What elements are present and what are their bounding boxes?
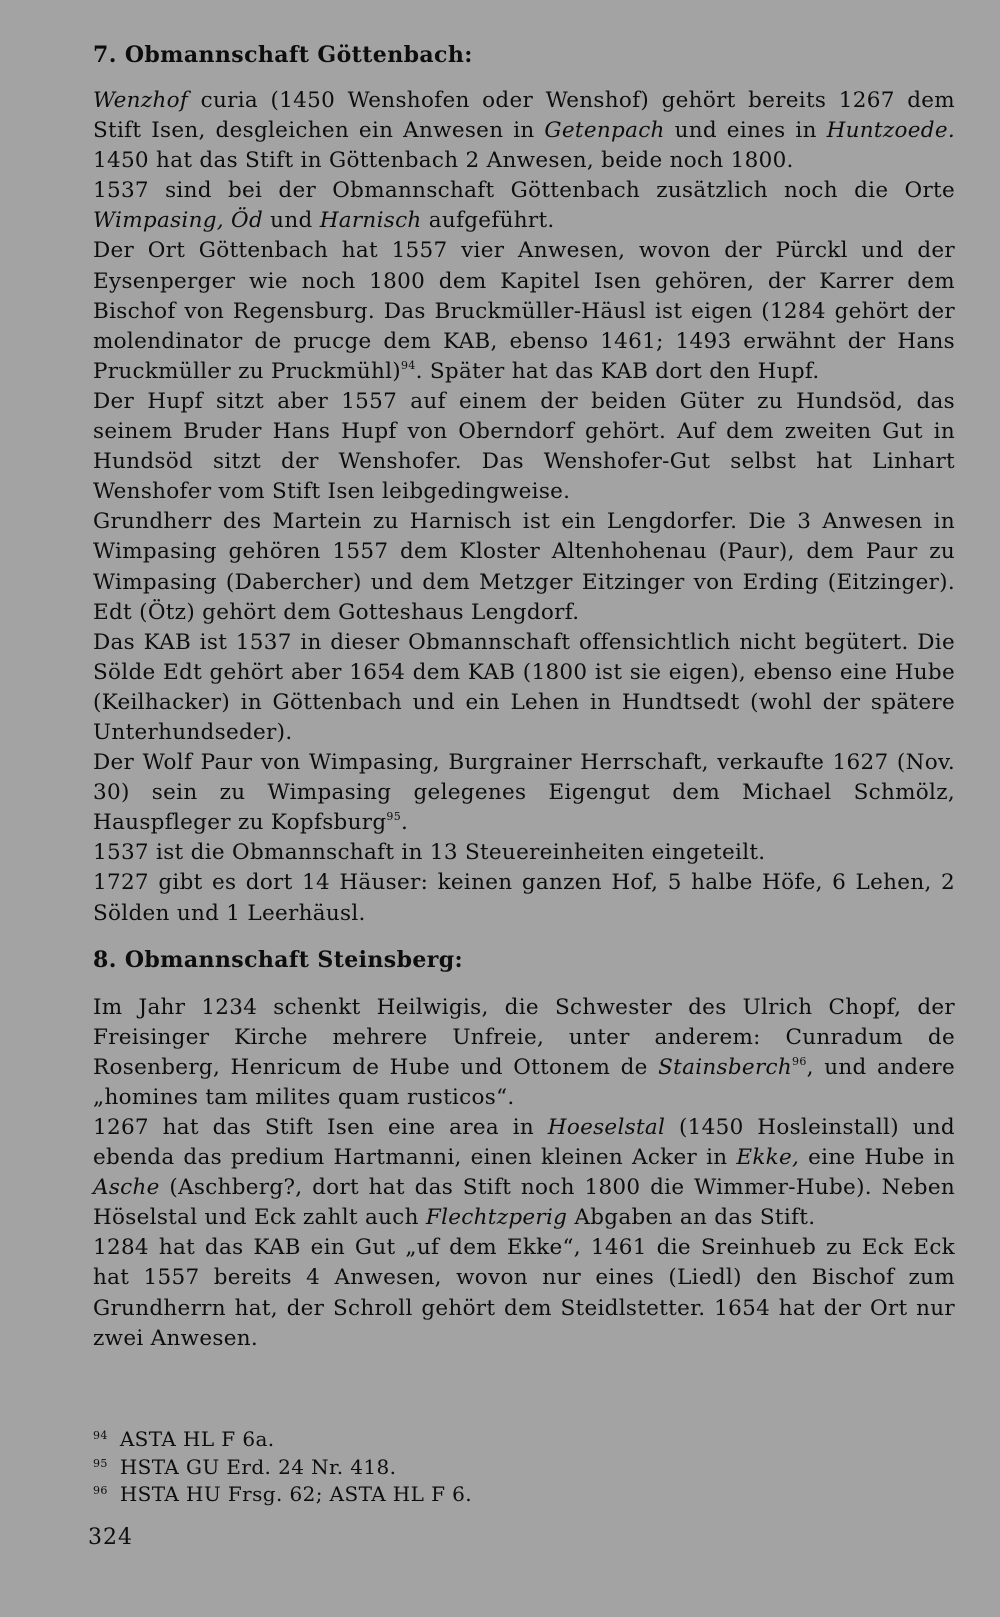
text-run: Abgaben an das Stift. [567, 1205, 816, 1231]
text-run: und [263, 208, 320, 234]
section-goettenbach [93, 40, 955, 929]
footnotes [93, 1424, 893, 1507]
text-run: 1267 hat das Stift Isen eine area in [93, 1115, 548, 1140]
text-run: Das KAB ist 1537 in dieser Obmannschaft offensichtlich nicht begütert. Die Sölde Edt gehört aber 1654 dem KAB (1800 ist sie eigen), ebenso eine Hube (Keilhacker) in Göttenbach und ein Lehen in Hundtsedt (wohl der spätere Unterhundseder). [93, 629, 955, 745]
text-run: Grundherr des Martein zu Harnisch ist ein Lengdorfer. Die 3 Anwesen in Wimpasing gehören 1557 dem Kloster Altenhohenau (Paur), dem Paur zu Wimpasing (Dabercher) und dem Metzger Eitzinger von Erding (Eitzinger). Edt (Ötz) gehört dem Gotteshaus Lengdorf. [93, 509, 955, 625]
paragraph [93, 868, 955, 928]
footnote-text: ASTA HL F 6a. [119, 1427, 275, 1451]
footnote [93, 1424, 893, 1452]
footnote-ref: 94 [401, 358, 416, 372]
place-name: Getenpach [544, 118, 665, 144]
section-heading: 7. Obmannschaft Göttenbach: [93, 42, 473, 68]
footnote [93, 1479, 893, 1507]
text-run: . Später hat das KAB dort den Hupf. [415, 358, 820, 384]
text-run: (Aschberg?, dort hat das Stift noch 1800 die Wimmer-Hube). Neben Höselstal und Eck zahlt auch [93, 1175, 955, 1231]
paragraph [93, 1113, 955, 1233]
section-heading: 8. Obmannschaft Steinsberg: [93, 946, 464, 973]
text-run: curia (1450 Wenshofen oder Wenshof) gehört bereits 1267 dem Stift Isen, desgleichen ein Anwesen in [93, 88, 955, 144]
paragraph [93, 176, 955, 236]
text-run: . [401, 810, 409, 836]
footnote-ref: 96 [792, 1054, 807, 1068]
main-text [93, 40, 955, 1354]
text-run: aufgeführt. [421, 208, 555, 234]
paragraph [93, 387, 955, 507]
footnote-mark: 95 [93, 1456, 108, 1470]
place-name: Wenzhof [93, 88, 189, 113]
footnote [93, 1452, 893, 1480]
paragraph [93, 748, 955, 838]
footnote-text: HSTA GU Erd. 24 Nr. 418. [119, 1454, 397, 1479]
text-run: 1537 ist die Obmannschaft in 13 Steuereinheiten eingeteilt. [93, 840, 766, 866]
paragraph [93, 628, 955, 748]
text-run: Der Wolf Paur von Wimpasing, Burgrainer Herrschaft, verkaufte 1627 (Nov. 30) sein zu Wimpasing gelegenes Eigengut dem Michael Schmölz, Hauspfleger zu Kopfsburg [93, 750, 955, 836]
place-name: Asche [93, 1175, 160, 1201]
text-run: 1284 hat das KAB ein Gut „uf dem Ekke“, 1461 die Sreinhueb zu Eck Eck hat 1557 bereits 4 Anwesen, wovon nur eines (Liedl) den Bischof zum Grundherrn hat, der Schroll gehört dem Steidlstetter. 1654 hat der Ort nur zwei Anwesen. [93, 1235, 955, 1351]
text-run: (1450 Hosleinstall) und ebenda das predium Hartmanni, einen kleinen Acker in [93, 1115, 955, 1171]
text-run: 1450 hat das Stift in Göttenbach 2 Anwesen, beide noch 1800. [93, 148, 794, 174]
paragraph [93, 507, 955, 627]
page-number: 324 [88, 1525, 133, 1550]
footnote-ref: 95 [386, 810, 402, 824]
text-run: Im Jahr 1234 schenkt Heilwigis, die Schwester des Ulrich Chopf, der Freisinger Kirche mehrere Unfreie, unter anderem: Cunradum de Rosenberg, Henricum de Hube und Ottonem de [93, 994, 955, 1080]
text-run: , und andere „homines tam milites quam rusticos“. [93, 1054, 955, 1110]
section-steinsberg [93, 945, 955, 1354]
paragraph [93, 86, 955, 176]
place-name: Ekke, [736, 1145, 800, 1171]
place-name: Flechtzperig [425, 1205, 568, 1231]
footnote-mark: 96 [93, 1484, 108, 1497]
place-name: Harnisch [319, 208, 422, 234]
text-run: 1537 sind bei der Obmannschaft Göttenbach zusätzlich noch die Orte [93, 178, 955, 204]
place-name: Hoeselstal [547, 1115, 666, 1140]
paragraph [93, 993, 955, 1113]
text-run: eine Hube in [799, 1145, 955, 1171]
text-run: und eines in [664, 118, 827, 144]
place-name: Wimpasing, Öd [93, 208, 264, 234]
paragraph [93, 838, 955, 868]
text-run: Der Ort Göttenbach hat 1557 vier Anwesen, wovon der Pürckl und der Eysenperger wie noch 1800 dem Kapitel Isen gehören, der Karrer dem Bischof von Regensburg. Das Bruckmüller-Häusl ist eigen (1284 gehört der molendinator de prucge dem KAB, ebenso 1461; 1493 erwähnt der Hans Pruckmüller zu Pruckmühl) [93, 238, 955, 384]
text-run: Der Hupf sitzt aber 1557 auf einem der beiden Güter zu Hundsöd, das seinem Bruder Hans Hupf von Oberndorf gehört. Auf dem zweiten Gut in Hundsöd sitzt der Wenshofer. Das Wenshofer-Gut selbst hat Linhart Wenshofer vom Stift Isen leibgedingweise. [93, 388, 955, 505]
paragraph [93, 236, 955, 386]
place-name: Stainsberch [658, 1054, 793, 1080]
place-name: Huntzoede. [826, 118, 955, 144]
footnote-mark: 94 [93, 1429, 108, 1442]
paragraph [93, 1233, 955, 1353]
footnote-text: HSTA HU Frsg. 62; ASTA HL F 6. [119, 1482, 473, 1506]
text-run: 1727 gibt es dort 14 Häuser: keinen ganzen Hof, 5 halbe Höfe, 6 Lehen, 2 Sölden und 1 Leerhäusl. [93, 870, 955, 926]
